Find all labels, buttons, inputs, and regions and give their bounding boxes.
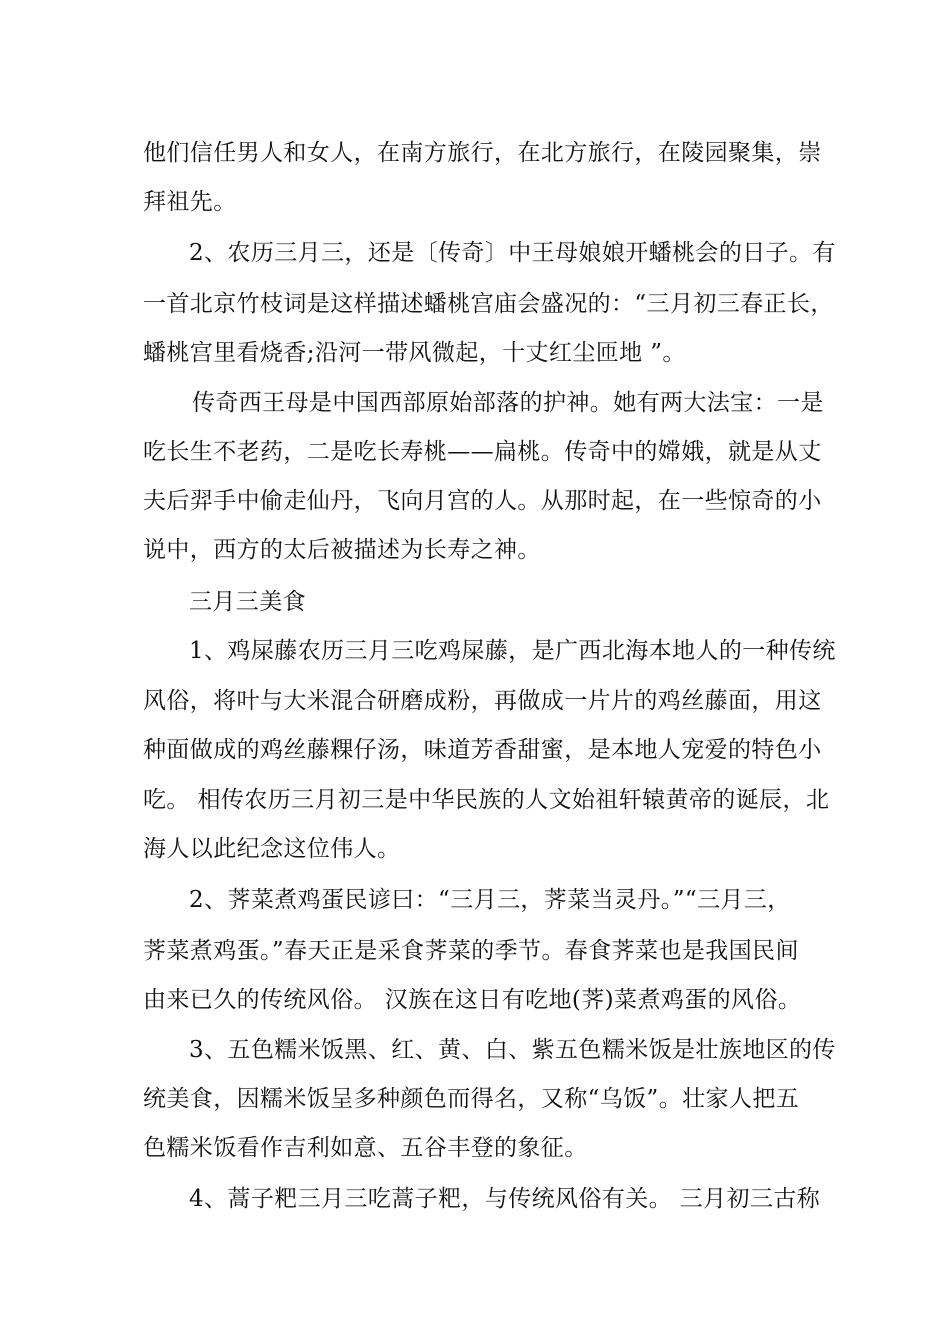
text-line: 拜祖先。 xyxy=(143,189,237,215)
text-line: 2、农历三月三，还是〔传奇〕中王母娘娘开蟠桃会的日子。有 xyxy=(189,240,836,266)
text-line: 统美食，因糯米饭呈多种颜色而得名，又称“乌饭”。壮家人把五 xyxy=(143,1086,800,1112)
text-line: 1、鸡屎藤农历三月三吃鸡屎藤，是广西北海本地人的一种传统 xyxy=(189,638,836,664)
text-line: 海人以此纪念这位伟人。 xyxy=(143,836,401,862)
section-heading: 三月三美食 xyxy=(189,589,306,615)
text-line: 他们信任男人和女人，在南方旅行，在北方旅行，在陵园聚集，崇 xyxy=(143,140,822,166)
text-line: 吃。 相传农历三月初三是中华民族的人文始祖轩辕黄帝的诞辰，北 xyxy=(143,787,830,813)
text-line: 说中，西方的太后被描述为长寿之神。 xyxy=(143,537,541,563)
text-line: 传奇西王母是中国西部原始部落的护神。她有两大法宝：一是 xyxy=(192,390,824,416)
text-line: 风俗，将叶与大米混合研磨成粉，再做成一片片的鸡丝藤面，用这 xyxy=(143,688,822,714)
text-line: 种面做成的鸡丝藤粿仔汤，味道芳香甜蜜，是本地人宠爱的特色小 xyxy=(143,737,822,763)
text-line: 色糯米饭看作吉利如意、五谷丰登的象征。 xyxy=(143,1135,588,1161)
text-line: 4、蒿子粑三月三吃蒿子粑，与传统风俗有关。 三月初三古称 xyxy=(189,1186,821,1212)
text-line: 由来已久的传统风俗。 汉族在这日有吃地(荠)菜煮鸡蛋的风俗。 xyxy=(143,987,802,1013)
text-line: 3、五色糯米饭黑、红、黄、白、紫五色糯米饭是壮族地区的传 xyxy=(189,1037,836,1063)
text-line: 夫后羿手中偷走仙丹，飞向月宫的人。从那时起，在一些惊奇的小 xyxy=(143,488,822,514)
text-line: 蟠桃宫里看烧香;沿河一带风微起，十丈红尘匝地 ”。 xyxy=(143,340,686,366)
text-line: 吃长生不老药，二是吃长寿桃——扁桃。传奇中的嫦娥，就是从丈 xyxy=(143,439,822,465)
text-line: 2、荠菜煮鸡蛋民谚曰：“三月三，荠菜当灵丹。”“三月三， xyxy=(189,887,791,913)
text-line: 一首北京竹枝词是这样描述蟠桃宫庙会盛况的：“三月初三春正长， xyxy=(143,291,834,317)
text-line: 荠菜煮鸡蛋。”春天正是采食荠菜的季节。春食荠菜也是我国民间 xyxy=(143,938,799,964)
